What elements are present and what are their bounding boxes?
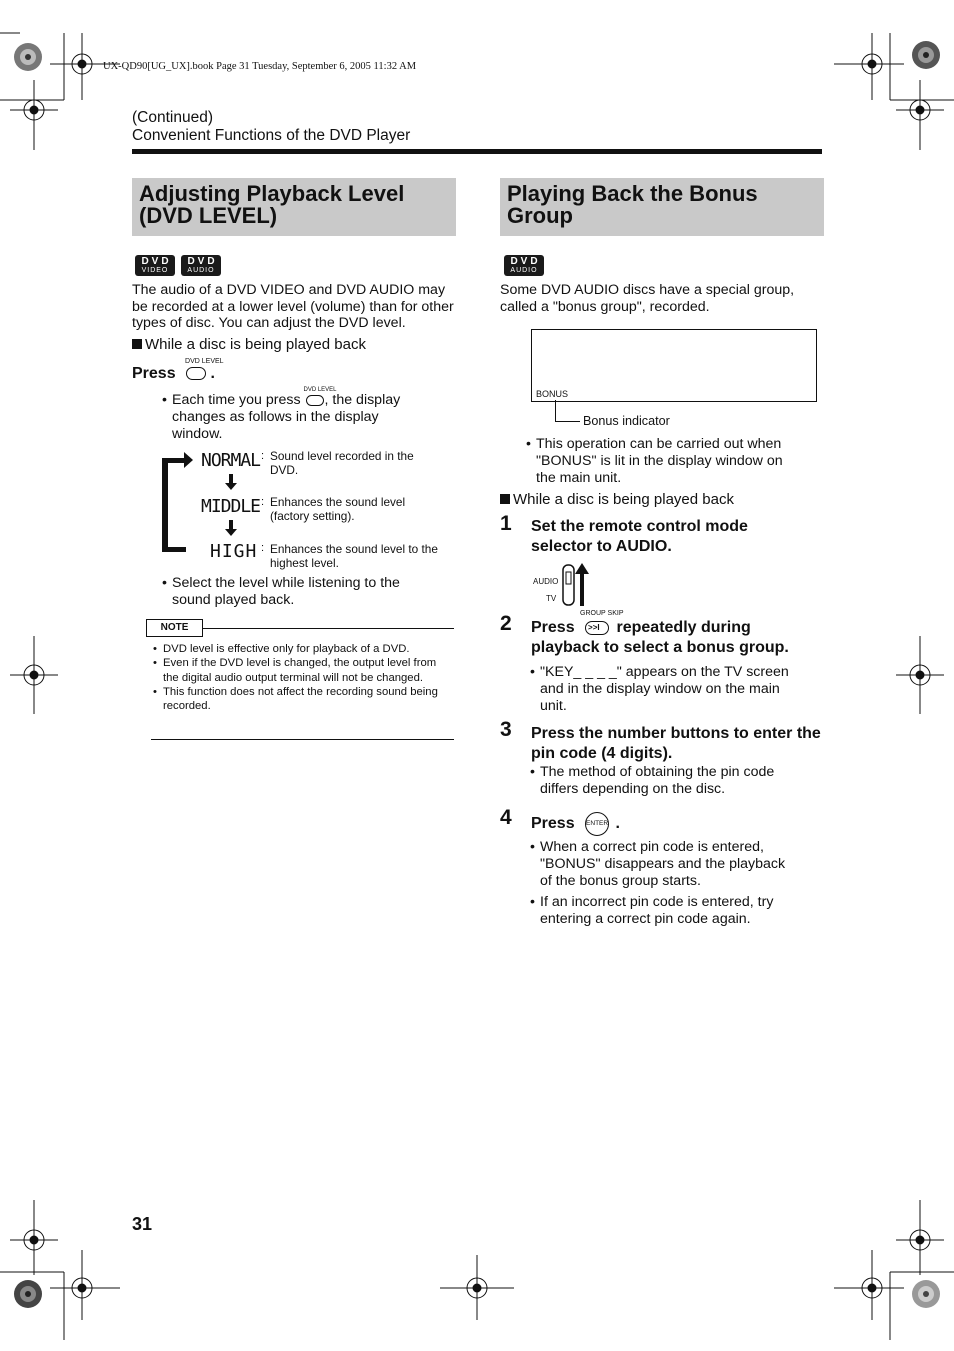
left-bullet-each-time: • Each time you press DVD LEVEL , the display changes as follows in the display window. <box>172 392 420 443</box>
note-list <box>153 642 448 713</box>
step-3-number: 3 <box>500 718 512 741</box>
step-4-number: 4 <box>500 806 512 829</box>
square-bullet-icon <box>132 339 142 349</box>
step-4-text: Press ENTER . <box>531 812 620 836</box>
right-section-heading: Playing Back the Bonus Group <box>500 178 824 236</box>
dvd-video-badge: DVD VIDEO <box>135 255 175 276</box>
note-bottom-rule <box>151 739 454 740</box>
step-2-text: Press GROUP SKIP >>I repeatedly during playback to select a bonus group. <box>531 609 789 656</box>
level-middle-display: MIDDLE <box>201 496 261 517</box>
dvd-level-button-icon: DVD LEVEL <box>306 395 324 406</box>
enter-button-icon: ENTER <box>585 812 609 836</box>
down-arrow-icon <box>229 520 233 529</box>
step-4-bullet-correct: • When a correct pin code is entered, "BONUS" disappears and the playback of the bonus group starts. <box>540 839 798 890</box>
dvd-level-button-icon: DVD LEVEL <box>186 367 206 380</box>
left-bullet-select-level: • Select the level while listening to the sound played back. <box>172 575 422 609</box>
note-item: • This function does not affect the recording sound being recorded. <box>153 685 438 713</box>
switch-label-tv: TV <box>546 594 557 603</box>
note-label: NOTE <box>146 619 203 637</box>
group-skip-button-icon: GROUP SKIP >>I <box>585 621 609 635</box>
running-head-continued: (Continued) <box>132 109 213 126</box>
dvd-audio-badge: DVD AUDIO <box>181 255 221 276</box>
step-1-number: 1 <box>500 512 512 535</box>
indicator-leader-line <box>555 400 556 422</box>
print-header: UX-QD90[UG_UX].book Page 31 Tuesday, September 6, 2005 11:32 AM <box>103 61 417 72</box>
left-intro: The audio of a DVD VIDEO and DVD AUDIO may be recorded at a lower level (volume) than for other types of disc. You can adjust the DVD level. <box>132 282 454 332</box>
step-2-bullet: • "KEY_ _ _ _" appears on the TV screen and in the display window on the main unit. <box>540 664 805 715</box>
level-high-desc: Enhances the sound level to the highest level. <box>270 542 438 570</box>
display-window-illustration <box>531 329 817 402</box>
bonus-indicator-text: BONUS <box>536 389 569 399</box>
mode-selector-switch-icon <box>560 562 594 608</box>
right-intro: Some DVD AUDIO discs have a special group, called a "bonus group", recorded. <box>500 282 795 315</box>
switch-label-audio: AUDIO <box>533 577 559 586</box>
cycle-arrow-icon <box>184 452 193 468</box>
note-item: • Even if the DVD level is changed, the output level from the digital audio output terminal will not be changed. <box>153 657 437 684</box>
bonus-indicator-label: Bonus indicator <box>583 414 670 428</box>
level-normal-desc: Sound level recorded in the DVD. <box>270 449 414 477</box>
dvd-audio-badge: DVD AUDIO <box>504 255 544 276</box>
left-section-heading: Adjusting Playback Level (DVD LEVEL) <box>132 178 456 236</box>
step-4-bullet-incorrect: • If an incorrect pin code is entered, try entering a correct pin code again. <box>540 894 798 928</box>
step-3-text: Press the number buttons to enter the pin code (4 digits). <box>531 725 821 762</box>
level-high-display: HIGH <box>210 541 258 562</box>
left-press-line: Press DVD LEVEL . <box>132 358 224 382</box>
note-top-rule <box>203 628 454 629</box>
running-head-rule <box>132 149 822 154</box>
right-bullet-operation: • This operation can be carried out when "BONUS" is lit in the display window on the main unit. <box>536 436 806 487</box>
square-bullet-icon <box>500 494 510 504</box>
step-2-number: 2 <box>500 612 512 635</box>
down-arrow-icon <box>229 474 233 483</box>
running-head-title: Convenient Functions of the DVD Player <box>132 127 411 144</box>
step-1-text: Set the remote control mode selector to AUDIO. <box>531 518 748 555</box>
level-middle-desc: Enhances the sound level (factory setting). <box>270 495 406 523</box>
level-normal-display: NORMAL <box>201 450 261 471</box>
note-item: • DVD level is effective only for playback of a DVD. <box>153 643 410 655</box>
level-cycle-bracket <box>162 458 168 552</box>
step-3-bullet: • The method of obtaining the pin code differs depending on the disc. <box>540 764 805 798</box>
left-condition: While a disc is being played back <box>132 337 366 354</box>
right-condition: While a disc is being played back <box>500 492 734 509</box>
page-number: 31 <box>132 1214 153 1234</box>
